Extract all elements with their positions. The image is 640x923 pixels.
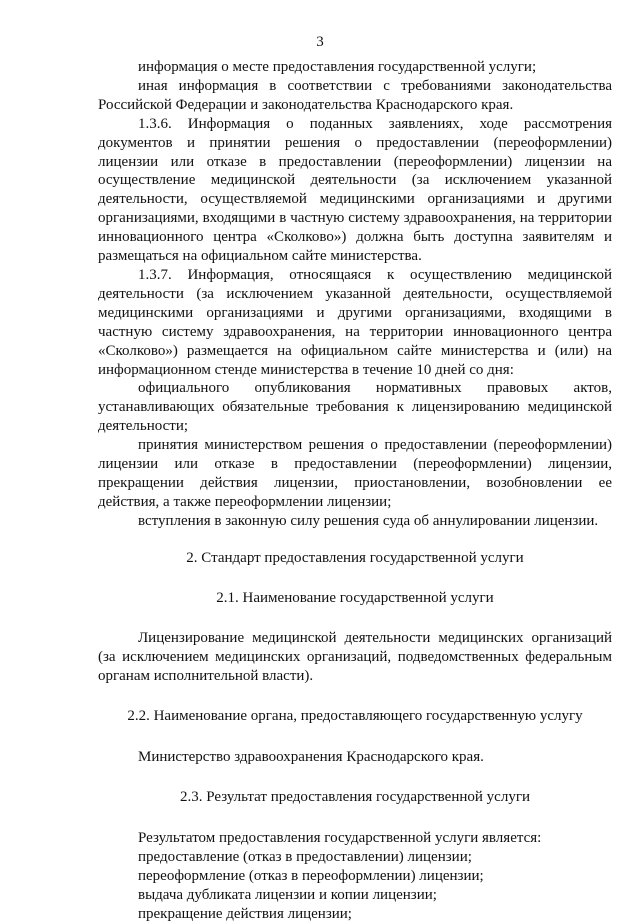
page-number: 3 [316, 34, 324, 50]
list-item-publication: официального опубликования нормативных правовых актов, устанавливающих обязательные требования к лицензированию медицинской деятельности; [98, 380, 612, 435]
section-2-3-line: предоставление (отказ в предоставлении) лицензии; [138, 848, 472, 865]
section-2-3-heading: 2.3. Результат предоставления государственной услуги [179, 789, 530, 805]
paragraph-info-location: информация о месте предоставления государственной услуги; [138, 59, 537, 75]
section-2-3-line: прекращение действия лицензии; [138, 905, 352, 922]
paragraph-1-3-7: 1.3.7. Информация, относящаяся к осуществлению медицинской деятельности (за исключением указанной деятельности, осуществляемой медицинскими организациями и другими организациями, входящими в частную систему здравоохранения, на территории инновационного центра «Сколково») размещается на официальном сайте министерства и (или) на информационном стенде министерства в течение 10 дней со дня: [98, 266, 612, 378]
section-2-2-text: Министерство здравоохранения Краснодарского края. [138, 749, 484, 766]
section-2-heading: 2. Стандарт предоставления государственной услуги [186, 549, 524, 566]
list-item-court-decision: вступления в законную силу решения суда об аннулировании лицензии. [138, 512, 599, 529]
section-2-3-line: переоформление (отказ в переоформлении) лицензии; [138, 867, 484, 884]
list-item-decision: принятия министерством решения о предоставлении (переоформлении) лицензии или отказе в предоставлении (переоформлении) лицензии, прекращении действия лицензии, приостановлении, возобновлении ее действия, а также переоформлении лицензии; [98, 437, 612, 510]
paragraph-other-info: иная информация в соответствии с требованиями законодательства Российской Федерации и законодательства Краснодарского края. [98, 77, 612, 113]
paragraph-1-3-6: 1.3.6. Информация о поданных заявлениях, ходе рассмотрения документов и принятии решения о предоставлении (переоформлении) лицензии или отказе в предоставлении (переоформлении) лицензии на осуществление медицинской деятельности (за исключением указанной деятельности, осуществляемой медицинскими организациями и другими организациями, входящими в частную систему здравоохранения, на территории инновационного центра «Сколково») должна быть доступна заявителям и размещаться на официальном сайте министерства. [98, 115, 612, 265]
section-2-1-heading: 2.1. Наименование государственной услуги [216, 589, 494, 606]
section-2-1-text: Лицензирование медицинской деятельности медицинских организаций (за исключением медицинских организаций, подведомственных федеральным органам исполнительной власти). [98, 630, 612, 685]
section-2-3-line: Результатом предоставления государственной услуги является: [138, 829, 542, 846]
page-content [98, 58, 612, 923]
section-2-2-heading: 2.2. Наименование органа, предоставляющего государственную услугу [127, 708, 583, 725]
section-2-3-line: выдача дубликата лицензии и копии лицензии; [138, 886, 437, 903]
